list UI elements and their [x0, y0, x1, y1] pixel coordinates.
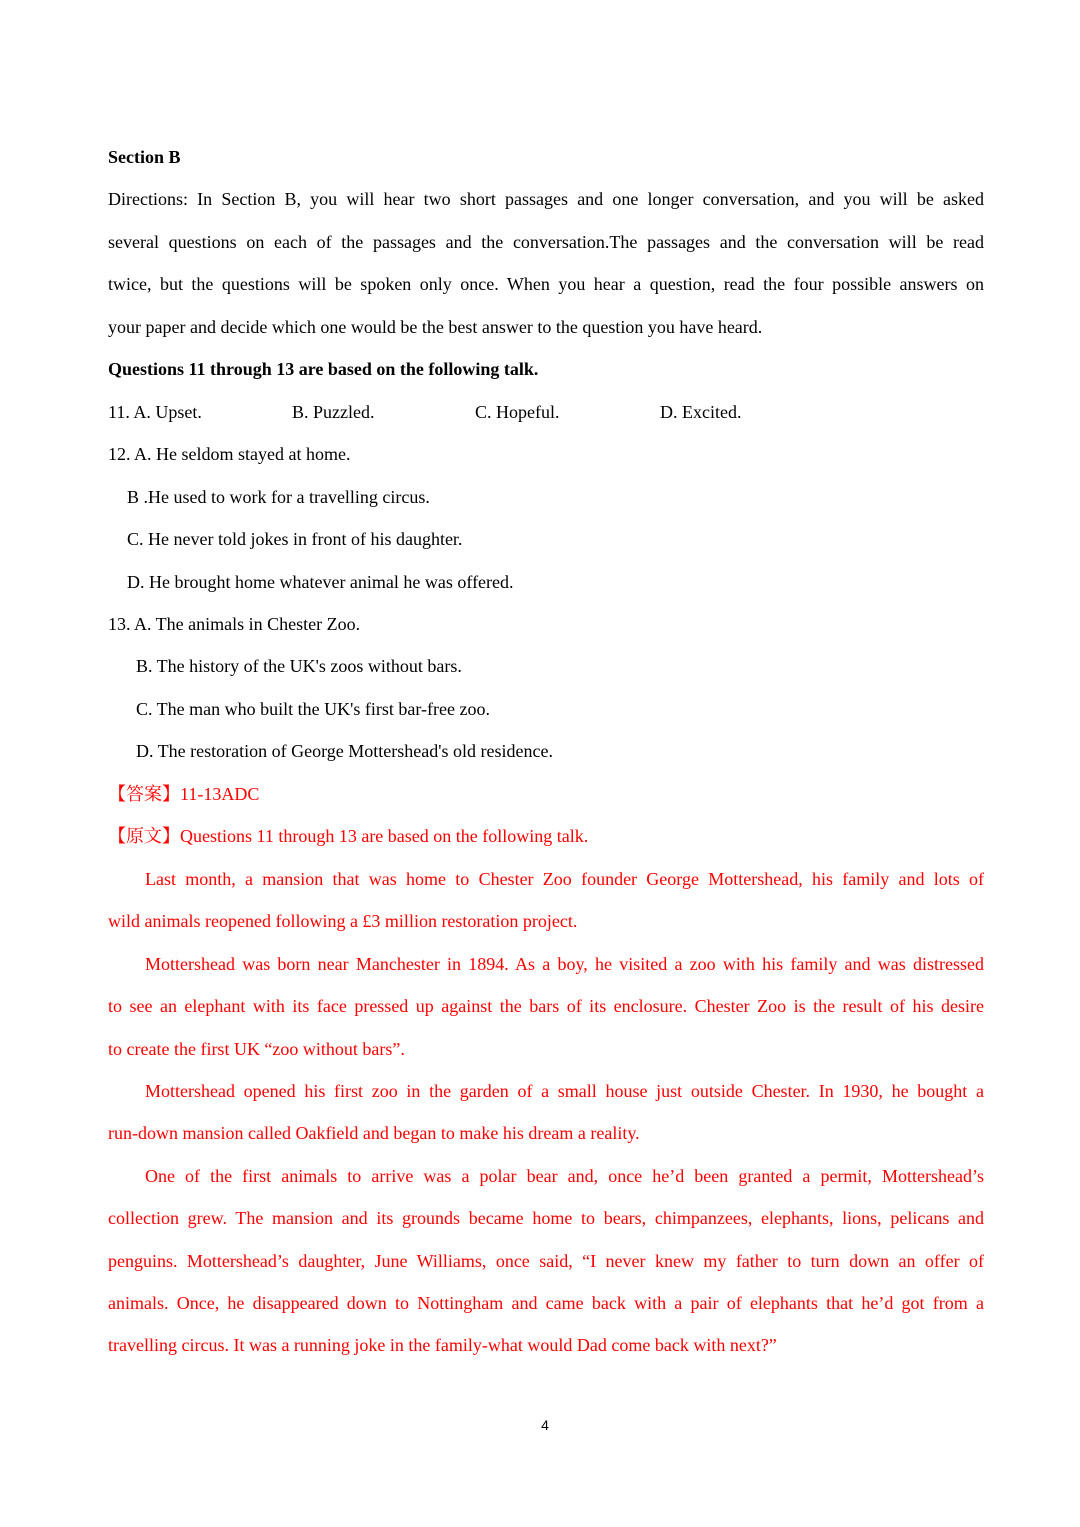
transcript-line: One of the first animals to arrive was a polar bear and, once he’d been granted a permit, Mottershead’s [145, 1166, 984, 1186]
q11-option-c: C. Hopeful. [475, 402, 560, 422]
directions-line: several questions on each of the passages and the conversation.The passages and the conversation will be read [108, 232, 984, 252]
page-number: 4 [541, 1417, 549, 1433]
questions-heading: Questions 11 through 13 are based on the following talk. [108, 359, 539, 379]
transcript-heading: 【原文】Questions 11 through 13 are based on the following talk. [108, 826, 589, 846]
answer-key: 【答案】11-13ADC [108, 784, 260, 804]
transcript-line: collection grew. The mansion and its grounds became home to bears, chimpanzees, elephants, lions, pelicans and [108, 1208, 984, 1228]
q13-option-b: B. The history of the UK's zoos without bars. [136, 656, 462, 676]
transcript-line: travelling circus. It was a running joke in the family-what would Dad come back with next?” [108, 1335, 777, 1355]
transcript-line: run-down mansion called Oakfield and began to make his dream a reality. [108, 1123, 640, 1143]
directions-line: twice, but the questions will be spoken only once. When you hear a question, read the four possible answers on [108, 274, 984, 294]
directions-line: Directions: In Section B, you will hear two short passages and one longer conversation, and you will be asked [108, 189, 984, 209]
q12-option-a: 12. A. He seldom stayed at home. [108, 444, 351, 464]
q12-option-c: C. He never told jokes in front of his daughter. [127, 529, 463, 549]
q12-option-d: D. He brought home whatever animal he was offered. [127, 572, 514, 592]
q11-option-d: D. Excited. [660, 402, 742, 422]
q13-option-d: D. The restoration of George Mottershead's old residence. [136, 741, 553, 761]
transcript-line: Mottershead opened his first zoo in the garden of a small house just outside Chester. In 1930, he bought a [145, 1081, 984, 1101]
q11-option-a: 11. A. Upset. [108, 402, 202, 422]
transcript-line: to create the first UK “zoo without bars”. [108, 1039, 405, 1059]
q12-option-b: B .He used to work for a travelling circus. [127, 487, 430, 507]
transcript-line: Last month, a mansion that was home to Chester Zoo founder George Mottershead, his family and lots of [145, 869, 984, 889]
q13-option-c: C. The man who built the UK's first bar-free zoo. [136, 699, 490, 719]
q13-option-a: 13. A. The animals in Chester Zoo. [108, 614, 361, 634]
transcript-line: to see an elephant with its face pressed up against the bars of its enclosure. Chester Zoo is the result of his desire [108, 996, 984, 1016]
transcript-line: wild animals reopened following a £3 million restoration project. [108, 911, 578, 931]
directions-line: your paper and decide which one would be the best answer to the question you have heard. [108, 317, 763, 337]
q11-option-b: B. Puzzled. [292, 402, 375, 422]
transcript-line: penguins. Mottershead’s daughter, June Williams, once said, “I never knew my father to turn down an offer of [108, 1251, 984, 1271]
transcript-line: animals. Once, he disappeared down to Nottingham and came back with a pair of elephants that he’d got from a [108, 1293, 984, 1313]
transcript-line: Mottershead was born near Manchester in 1894. As a boy, he visited a zoo with his family and was distressed [145, 954, 984, 974]
section-title: Section B [108, 147, 181, 167]
